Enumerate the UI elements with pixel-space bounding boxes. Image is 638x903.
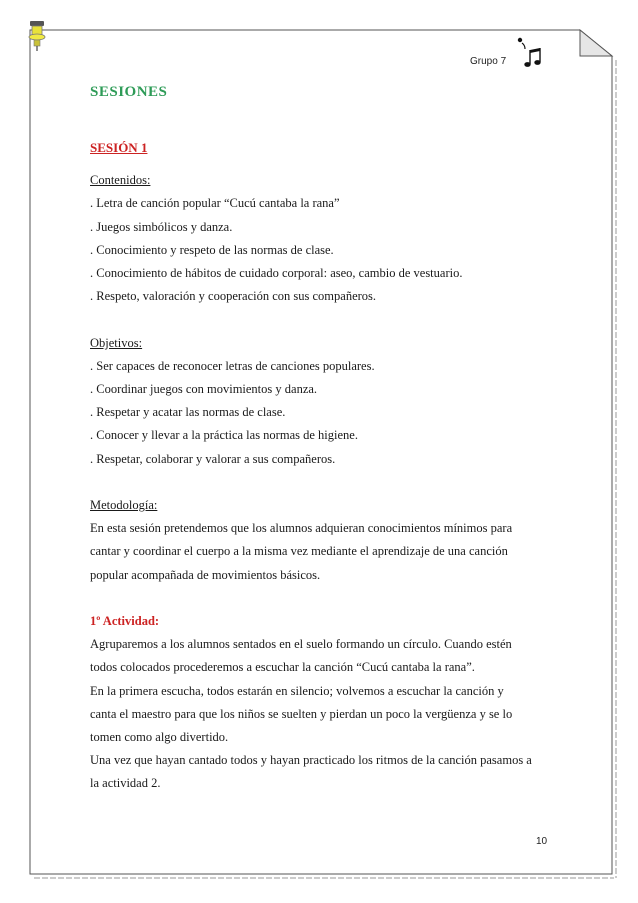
actividad-line: Una vez que hayan cantado todos y hayan practicado los ritmos de la canción pasamos a	[90, 753, 532, 768]
contenidos-item: . Conocimiento y respeto de las normas de clase.	[90, 242, 334, 257]
spacer	[90, 587, 546, 610]
contenidos-item: . Respeto, valoración y cooperación con sus compañeros.	[90, 289, 377, 304]
actividad-line: tomen como algo divertido.	[90, 730, 229, 745]
metodologia-line: cantar y coordinar el cuerpo a la misma vez mediante el aprendizaje de una canción	[90, 544, 508, 559]
pushpin-icon	[26, 20, 48, 52]
objetivos-item: . Respetar, colaborar y valorar a sus compañeros.	[90, 451, 336, 466]
actividad-line: todos colocados procederemos a escuchar la canción “Cucú cantaba la rana”.	[90, 660, 475, 675]
actividad-line: Agruparemos a los alumnos sentados en el suelo formando un círculo. Cuando estén	[90, 637, 512, 652]
header-group-label: Grupo 7	[470, 56, 507, 67]
music-note-icon	[516, 36, 546, 72]
spacer	[90, 308, 546, 331]
actividad-line: canta el maestro para que los niños se suelten y pierdan un poco la vergüenza y se lo	[90, 706, 513, 721]
actividad-line: En la primera escucha, todos estarán en silencio; volvemos a escuchar la canción y	[90, 683, 504, 698]
objetivos-heading: Objetivos:	[90, 335, 143, 350]
metodologia-heading: Metodología:	[90, 498, 158, 513]
metodologia-line: En esta sesión pretendemos que los alumnos adquieran conocimientos mínimos para	[90, 521, 513, 536]
contenidos-item: . Letra de canción popular “Cucú cantaba la rana”	[90, 196, 340, 211]
contenidos-heading: Contenidos:	[90, 173, 151, 188]
session-title: SESIÓN 1	[90, 140, 148, 155]
actividad-heading: 1º Actividad:	[90, 614, 160, 629]
contenidos-item: . Conocimiento de hábitos de cuidado corporal: aseo, cambio de vestuario.	[90, 266, 463, 281]
page-title: SESIONES	[90, 84, 168, 100]
objetivos-item: . Ser capaces de reconocer letras de canciones populares.	[90, 358, 375, 373]
page-number: 10	[536, 836, 548, 847]
actividad-line: la actividad 2.	[90, 776, 161, 791]
metodologia-line: popular acompañada de movimientos básicos.	[90, 567, 321, 582]
objetivos-item: . Conocer y llevar a la práctica las normas de higiene.	[90, 428, 358, 443]
objetivos-item: . Coordinar juegos con movimientos y danza.	[90, 382, 318, 397]
contenidos-item: . Juegos simbólicos y danza.	[90, 219, 233, 234]
document-body	[90, 136, 546, 796]
spacer	[90, 471, 546, 494]
objetivos-item: . Respetar y acatar las normas de clase.	[90, 405, 286, 420]
